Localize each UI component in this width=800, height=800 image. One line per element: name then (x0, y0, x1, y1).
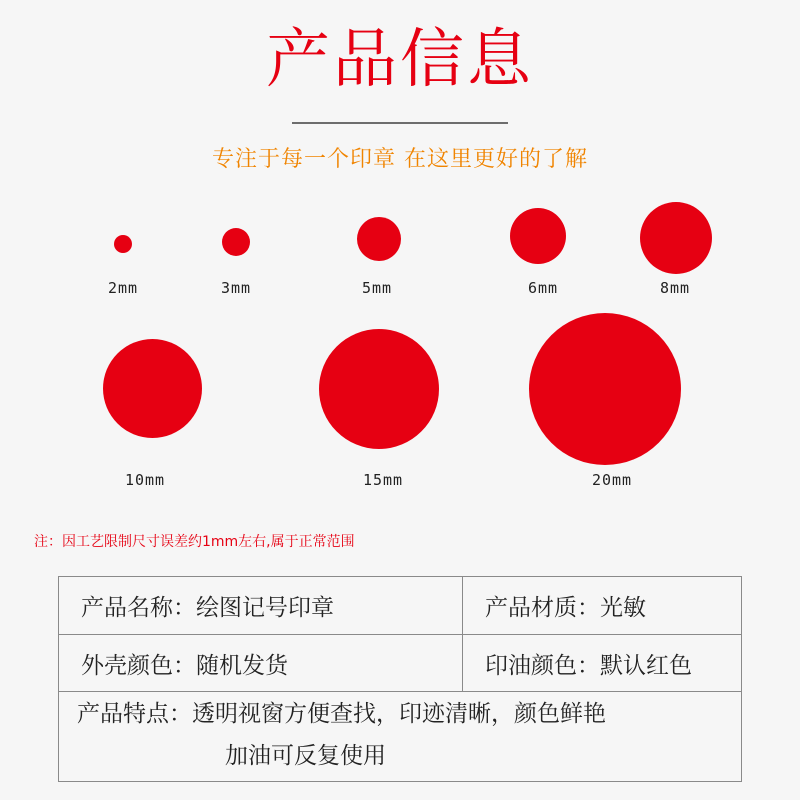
product-spec-table (58, 576, 742, 782)
size-label-6mm: 6mm (527, 279, 559, 297)
spec-divider (462, 635, 463, 691)
stamp-dot-5mm (357, 217, 401, 261)
size-label-5mm: 5mm (361, 279, 393, 297)
size-label-2mm: 2mm (107, 279, 139, 297)
stamp-dot-3mm (222, 228, 250, 256)
stamp-dot-2mm (114, 235, 132, 253)
stamp-dot-6mm (510, 208, 566, 264)
spec-ink-color: 印油颜色：默认红色 (485, 652, 692, 679)
spec-row-3 (59, 692, 741, 781)
spec-divider (462, 577, 463, 634)
tolerance-note: 注：因工艺限制尺寸误差约1mm左右,属于正常范围 (34, 534, 355, 550)
title-underline (292, 122, 508, 124)
spec-row-1 (59, 577, 741, 635)
page-title: 产品信息 (266, 23, 534, 97)
size-label-20mm: 20mm (591, 471, 633, 489)
spec-features-line-1: 产品特点：透明视窗方便查找，印迹清晰，颜色鲜艳 (77, 701, 606, 727)
spec-material: 产品材质：光敏 (485, 595, 646, 621)
stamp-dot-8mm (640, 202, 712, 274)
size-label-3mm: 3mm (220, 279, 252, 297)
size-label-15mm: 15mm (362, 471, 404, 489)
spec-row-2 (59, 635, 741, 692)
stamp-dot-10mm (103, 339, 202, 438)
spec-shell-color: 外壳颜色：随机发货 (81, 652, 288, 679)
stamp-dot-20mm (529, 313, 681, 465)
stamp-dot-15mm (319, 329, 439, 449)
spec-product-name: 产品名称：绘图记号印章 (81, 595, 334, 621)
page-subtitle: 专注于每一个印章 在这里更好的了解 (212, 147, 588, 172)
size-label-8mm: 8mm (659, 279, 691, 297)
size-label-10mm: 10mm (124, 471, 166, 489)
spec-features-line-2: 加油可反复使用 (225, 743, 386, 769)
